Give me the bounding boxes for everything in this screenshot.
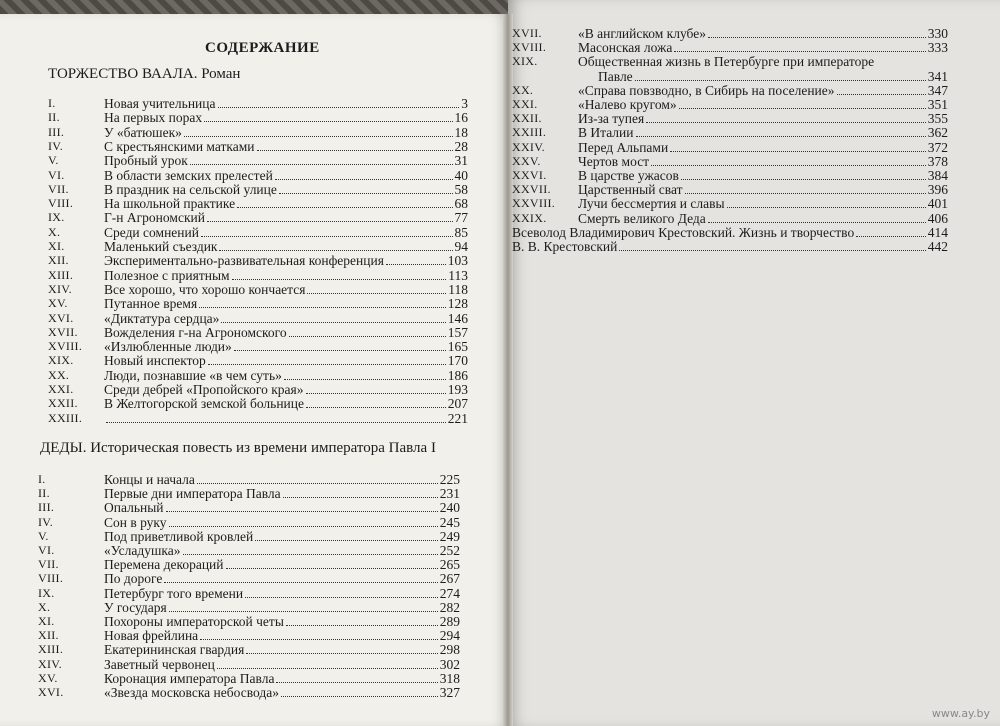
chapter-number: XXIX. xyxy=(512,210,547,225)
chapter-title: Среди сомнений xyxy=(104,224,199,240)
chapter-number: XVI. xyxy=(38,685,64,699)
page-number: 384 xyxy=(927,168,948,183)
page-number: 170 xyxy=(447,353,468,369)
chapter-number: XXIV. xyxy=(512,139,545,154)
page-number: 165 xyxy=(447,339,468,355)
chapter-title: В праздник на сельской улице xyxy=(104,181,277,197)
chapter-number: XX. xyxy=(48,367,70,382)
page-number: 240 xyxy=(439,500,460,516)
chapter-title: На школьной практике xyxy=(104,196,236,212)
chapter-title: Путанное время xyxy=(104,296,198,312)
chapter-title: Сон в руку xyxy=(104,514,167,530)
chapter-title: Перед Альпами xyxy=(578,139,669,155)
chapter-number: IX. xyxy=(38,585,55,600)
chapter-title: У «батюшек» xyxy=(104,124,182,140)
page-number: 58 xyxy=(454,181,468,197)
chapter-number: XVII. xyxy=(48,324,78,339)
chapter-number: XIX. xyxy=(48,353,74,368)
chapter-title: «В английском клубе» xyxy=(578,26,706,41)
page-number: 341 xyxy=(927,68,948,84)
chapter-number: IX. xyxy=(48,210,65,225)
chapter-title: Среди дебрей «Пропойского края» xyxy=(104,382,304,397)
page-number: 327 xyxy=(439,685,460,700)
chapter-number: XXVIII. xyxy=(512,196,556,211)
novel1-title: ТОРЖЕСТВО ВААЛА. Роман xyxy=(48,66,241,82)
chapter-title: Общественная жизнь в Петербурге при императоре xyxy=(578,54,875,70)
page-number: 118 xyxy=(448,281,468,297)
chapter-number: II. xyxy=(38,486,50,501)
chapter-title: Под приветливой кровлей xyxy=(104,528,254,544)
chapter-title: Масонская ложа xyxy=(578,40,673,56)
chapter-number: XII. xyxy=(48,253,69,268)
chapter-number: XV. xyxy=(48,296,68,311)
dot-leader xyxy=(281,696,438,697)
chapter-title: В царстве ужасов xyxy=(578,168,679,183)
page-number: 18 xyxy=(454,124,468,140)
page-number: 186 xyxy=(447,367,468,383)
chapter-title: Экспериментально-развивательная конференция xyxy=(104,253,384,269)
chapter-number: X. xyxy=(48,224,61,239)
chapter-number: XIV. xyxy=(48,281,72,296)
chapter-number: VI. xyxy=(38,543,55,557)
page-number: 396 xyxy=(927,182,948,198)
page-number: 401 xyxy=(927,196,948,212)
chapter-number: XVIII. xyxy=(512,40,547,55)
chapter-number: VII. xyxy=(48,181,69,196)
page-number: 378 xyxy=(927,153,948,169)
chapter-number: XXVII. xyxy=(512,182,551,197)
page-number: 282 xyxy=(439,599,460,615)
toc-heading: СОДЕРЖАНИЕ xyxy=(205,40,320,56)
dot-leader xyxy=(106,422,446,423)
chapter-title: Перемена декораций xyxy=(104,557,224,573)
chapter-number: XXVI. xyxy=(512,168,547,182)
toc-row xyxy=(38,683,460,700)
chapter-title: Люди, познавшие «в чем суть» xyxy=(104,367,282,383)
page-number: 318 xyxy=(439,670,460,686)
chapter-number: XVII. xyxy=(512,26,542,40)
chapter-number: VIII. xyxy=(38,571,64,586)
chapter-title: Полезное с приятным xyxy=(104,267,230,283)
chapter-title: Новая фрейлина xyxy=(104,628,199,644)
page-number: 40 xyxy=(454,167,468,183)
page-number: 351 xyxy=(927,97,948,112)
page-number: 442 xyxy=(927,239,948,254)
page-number: 157 xyxy=(447,324,468,340)
chapter-title: Екатерининская гвардия xyxy=(104,642,245,658)
page-number: 302 xyxy=(439,656,460,672)
chapter-number: XIII. xyxy=(48,267,74,282)
chapter-number: XII. xyxy=(38,628,59,643)
chapter-title: Концы и начала xyxy=(104,472,195,487)
chapter-title: Коронация императора Павла xyxy=(104,670,275,686)
page-number: 68 xyxy=(454,196,468,212)
page-number: 77 xyxy=(454,210,468,226)
page-number: 289 xyxy=(439,614,460,629)
chapter-title: «Звезда московска небосвода» xyxy=(104,685,279,700)
chapter-title: Похороны императорской четы xyxy=(104,614,284,629)
chapter-number: IV. xyxy=(38,514,54,529)
chapter-number: I. xyxy=(38,472,46,486)
chapter-number: XXV. xyxy=(512,153,541,168)
page-number: 347 xyxy=(927,82,948,98)
page-number: 3 xyxy=(461,96,468,111)
chapter-title: Новая учительница xyxy=(104,96,216,111)
chapter-title: По дороге xyxy=(104,571,163,587)
watermark: www.ay.by xyxy=(931,707,990,720)
chapter-title: У государя xyxy=(104,599,167,615)
page-number: 225 xyxy=(439,472,460,487)
chapter-number: XIV. xyxy=(38,656,62,671)
chapter-number: III. xyxy=(48,124,65,139)
dot-leader xyxy=(619,250,925,251)
page-number: 406 xyxy=(927,210,948,226)
chapter-number: XI. xyxy=(48,239,65,253)
page-number: 128 xyxy=(447,296,468,312)
page-number: 372 xyxy=(927,139,948,155)
chapter-title: Вожделения г-на Агрономского xyxy=(104,324,287,340)
chapter-title: В Желтогорской земской больнице xyxy=(104,396,304,412)
chapter-title: В области земских прелестей xyxy=(104,167,273,183)
page-number: 113 xyxy=(448,267,468,283)
chapter-title: Новый инспектор xyxy=(104,353,206,369)
chapter-title: Петербург того времени xyxy=(104,585,244,601)
page-number: 94 xyxy=(454,239,468,254)
page-number: 16 xyxy=(454,110,468,126)
page-number: 355 xyxy=(927,111,948,127)
chapter-title: «Справа повзводно, в Сибирь на поселение» xyxy=(578,82,835,98)
chapter-number: XXIII. xyxy=(512,125,547,140)
page-number: 330 xyxy=(927,26,948,41)
page-number: 221 xyxy=(447,410,468,426)
chapter-title: Г-н Агрономский xyxy=(104,210,205,226)
chapter-number: II. xyxy=(48,110,60,125)
chapter-title: Маленький съездик xyxy=(104,239,218,254)
chapter-title: «Диктатура сердца» xyxy=(104,310,220,326)
page-number: 31 xyxy=(454,153,468,169)
chapter-title: Пробный урок xyxy=(104,153,188,169)
chapter-number: V. xyxy=(38,528,49,543)
chapter-number: IV. xyxy=(48,138,64,153)
page-number: 146 xyxy=(447,310,468,326)
chapter-title: «Усладушка» xyxy=(104,543,181,558)
chapter-number: XI. xyxy=(38,614,55,628)
chapter-number: III. xyxy=(38,500,55,515)
page-number: 231 xyxy=(439,486,460,502)
chapter-title: Всеволод Владимирович Крестовский. Жизнь и творчество xyxy=(512,224,855,240)
page-number: 265 xyxy=(439,557,460,573)
chapter-number: VIII. xyxy=(48,196,74,211)
chapter-number: XXI. xyxy=(512,97,538,111)
chapter-number: XVIII. xyxy=(48,339,83,354)
page-number: 249 xyxy=(439,528,460,544)
chapter-number: VII. xyxy=(38,557,59,572)
page-number: 274 xyxy=(439,585,460,601)
chapter-title: Павле xyxy=(598,68,633,84)
chapter-title: Опальный xyxy=(104,500,164,516)
chapter-number: XXIII. xyxy=(48,410,83,425)
page-number: 207 xyxy=(447,396,468,412)
chapter-number: I. xyxy=(48,96,56,110)
chapter-title: Чертов мост xyxy=(578,153,650,169)
page-number: 28 xyxy=(454,138,468,154)
chapter-title: Лучи бессмертия и славы xyxy=(578,196,725,212)
toc-row xyxy=(48,409,468,426)
novel2-title: ДЕДЫ. Историческая повесть из времени императора Павла I xyxy=(40,440,436,456)
chapter-number: XIII. xyxy=(38,642,64,657)
chapter-number: VI. xyxy=(48,167,65,182)
chapter-number: XX. xyxy=(512,82,534,97)
chapter-title: Первые дни императора Павла xyxy=(104,486,281,502)
chapter-title: Все хорошо, что хорошо кончается xyxy=(104,281,306,297)
chapter-title: Царственный сват xyxy=(578,182,683,198)
page-number: 362 xyxy=(927,125,948,141)
page-number: 298 xyxy=(439,642,460,658)
page-number: 294 xyxy=(439,628,460,644)
page-number: 245 xyxy=(439,514,460,530)
chapter-title: Заветный червонец xyxy=(104,656,215,672)
page-number: 333 xyxy=(927,40,948,56)
chapter-number: V. xyxy=(48,153,59,168)
chapter-number: XXII. xyxy=(512,111,542,126)
chapter-title: «Налево кругом» xyxy=(578,97,677,112)
chapter-title: Из-за тупея xyxy=(578,111,645,127)
chapter-title: В Италии xyxy=(578,125,634,141)
chapter-number: XXI. xyxy=(48,382,74,396)
chapter-title: В. В. Крестовский xyxy=(512,239,618,254)
page-number: 267 xyxy=(439,571,460,587)
chapter-title: Смерть великого Деда xyxy=(578,210,706,226)
page-number: 414 xyxy=(927,224,948,240)
page-number: 85 xyxy=(454,224,468,240)
chapter-title: На первых порах xyxy=(104,110,203,126)
chapter-number: XVI. xyxy=(48,310,74,325)
chapter-number: XV. xyxy=(38,670,58,685)
page-number: 252 xyxy=(439,543,460,558)
page-number: 193 xyxy=(447,382,468,397)
toc-row xyxy=(512,237,948,254)
page-number: 103 xyxy=(447,253,468,269)
chapter-number: XXII. xyxy=(48,396,78,411)
chapter-number: XIX. xyxy=(512,54,538,69)
chapter-title: С крестьянскими матками xyxy=(104,138,255,154)
chapter-title: «Излюбленные люди» xyxy=(104,339,232,355)
chapter-number: X. xyxy=(38,599,51,614)
